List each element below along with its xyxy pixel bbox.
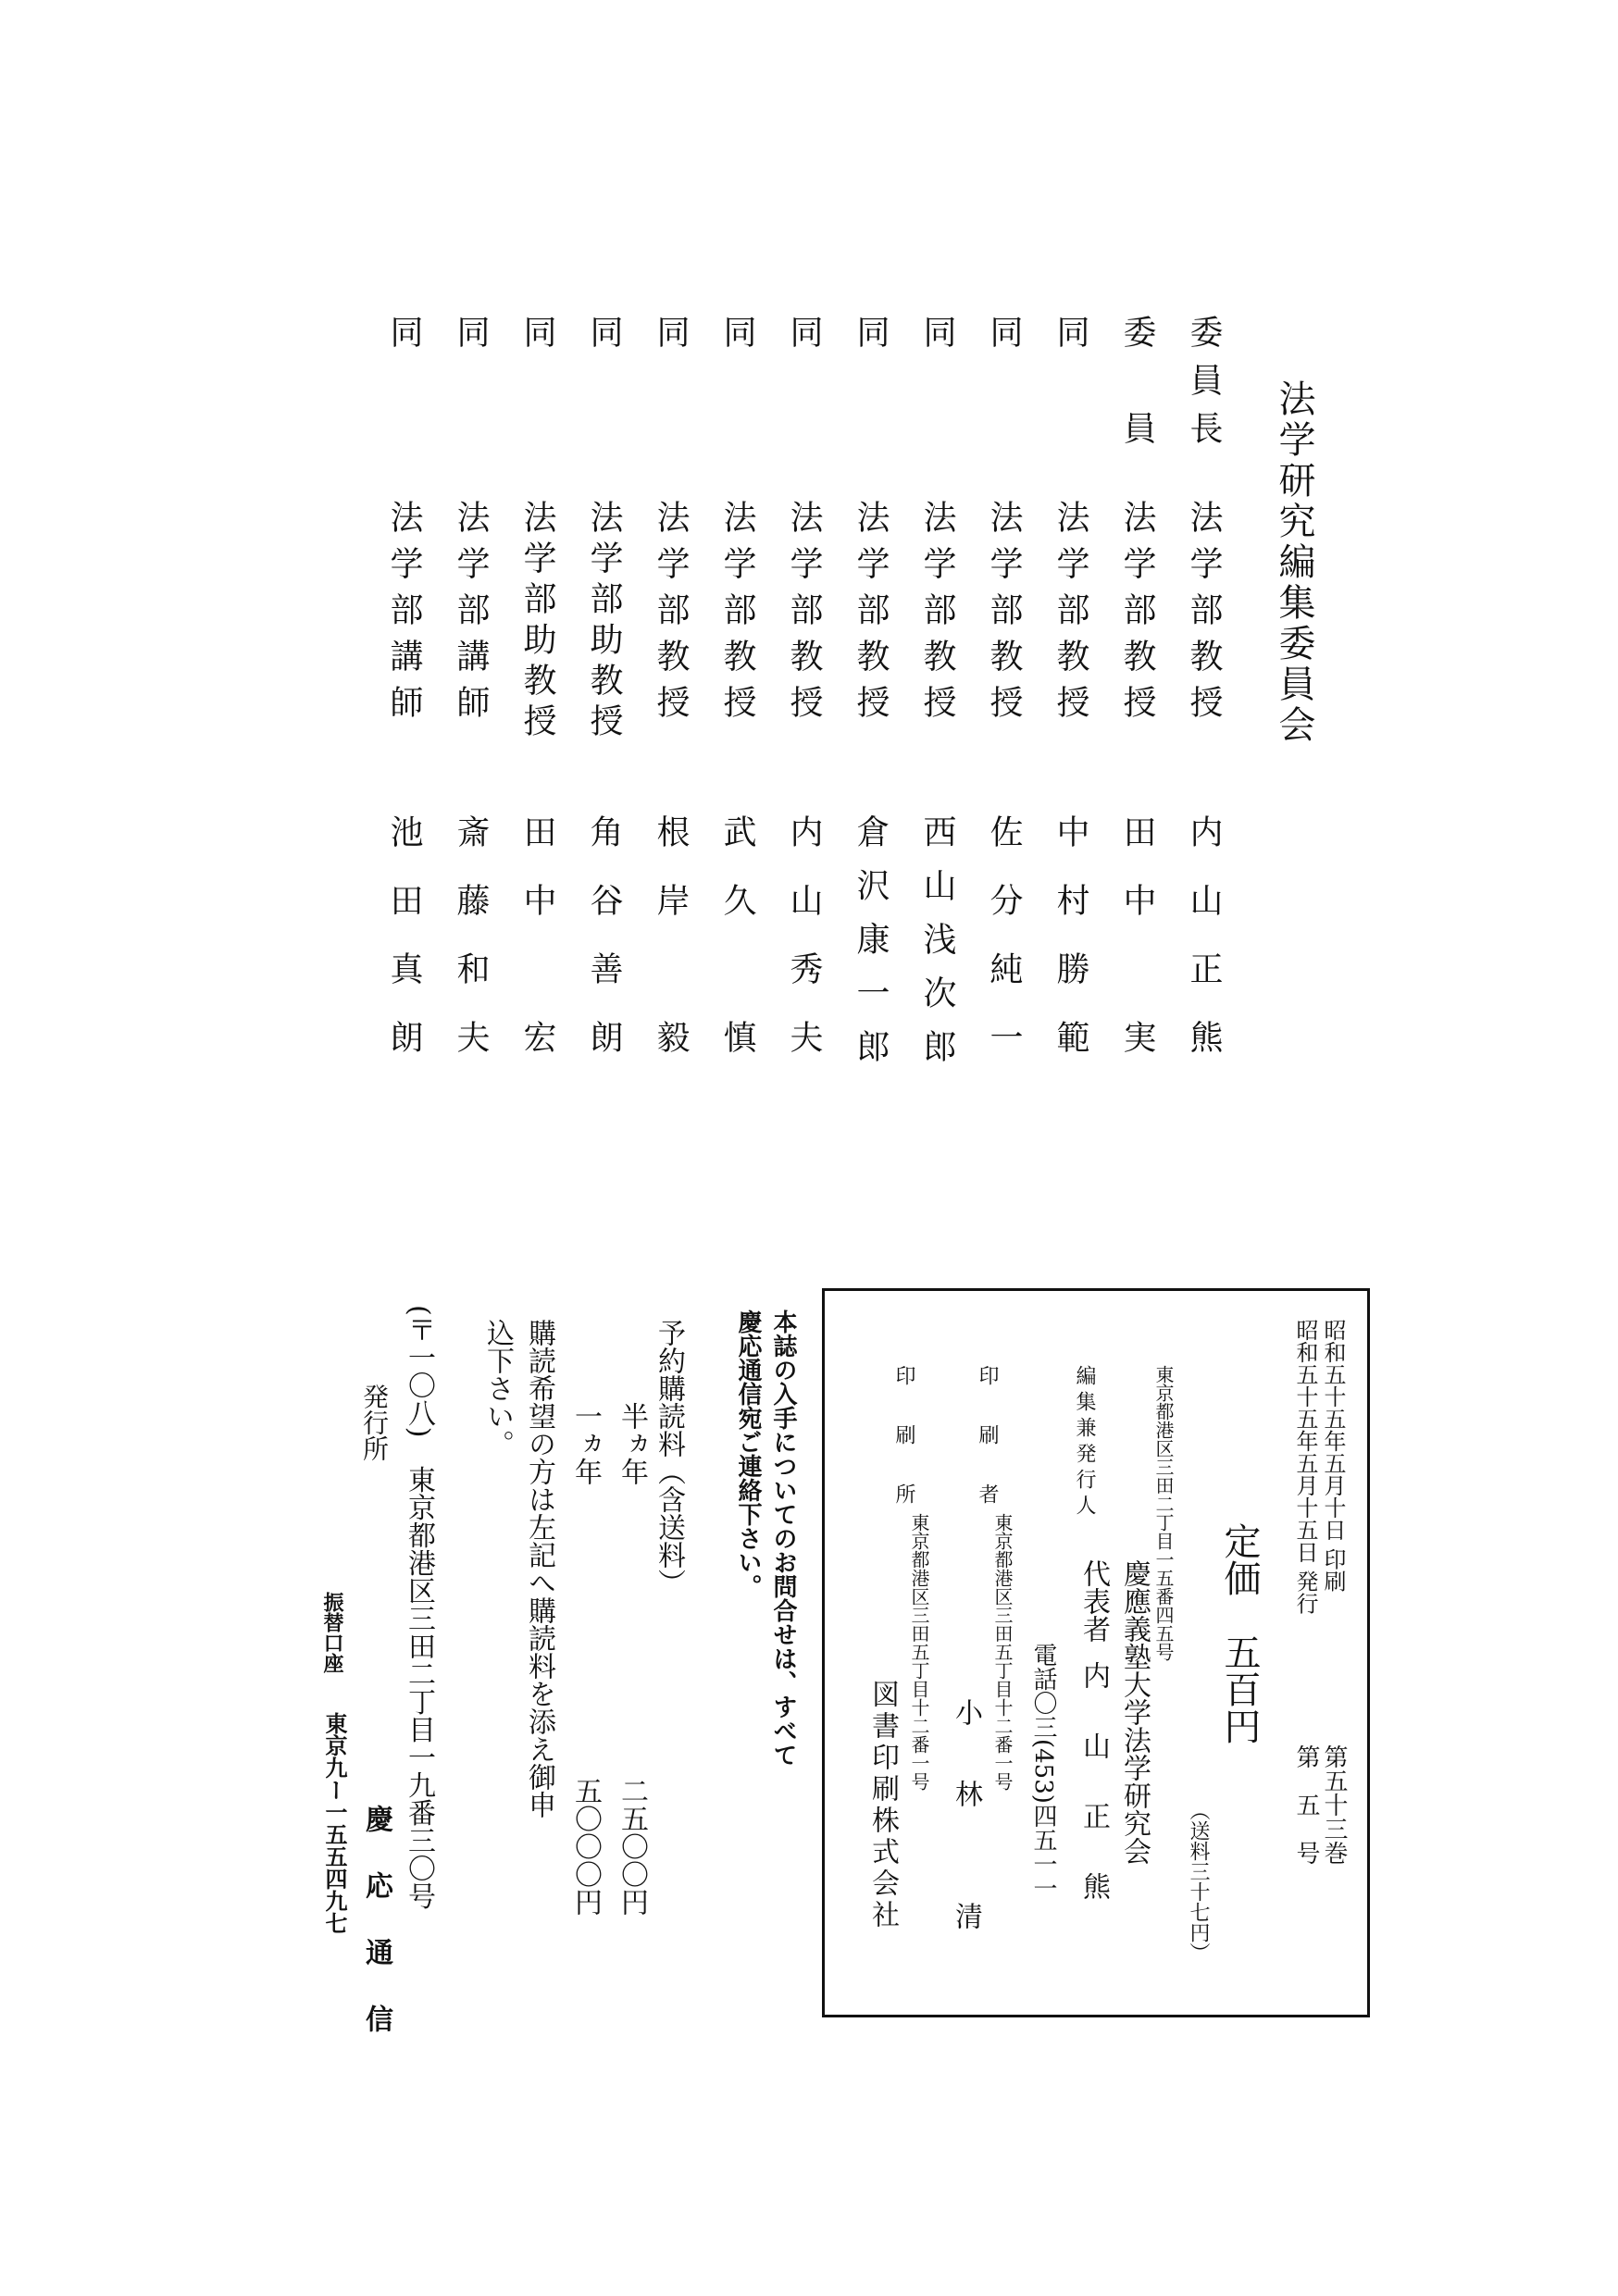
member-role: 同 (718, 315, 756, 363)
member-position: 法学部教授 (652, 500, 690, 731)
subscription-instruction-line1: 購読希望の方は左記へ購読料を添え御申 (523, 1319, 555, 1818)
member-name: 池田真朗 (385, 814, 423, 1088)
member-role: 同 (518, 315, 556, 363)
member-position: 法学部助教授 (585, 500, 623, 744)
member-name: 佐分純一 (985, 814, 1023, 1088)
member-name: 倉沢康一郎 (852, 814, 890, 1083)
member-name: 根岸 毅 (652, 814, 690, 1088)
editor-address: 東京都港区三田二丁目一五番四五号 (1152, 1365, 1175, 1661)
editor-label: 編集兼発行人 (1073, 1365, 1096, 1520)
printshop-address: 東京都港区三田五丁目十二番一号 (908, 1513, 930, 1791)
postage: （送料三十七円） (1187, 1800, 1210, 1963)
committee-member (980, 315, 1036, 1101)
member-position: 法学部教授 (1052, 500, 1089, 731)
issue-date: 昭和五十五年五月十五日 発行 (1292, 1319, 1318, 1615)
printshop-label: 印 刷 所 (892, 1365, 915, 1513)
member-role: 同 (385, 315, 423, 363)
member-role: 同 (1052, 315, 1089, 363)
member-position: 法学部教授 (852, 500, 890, 731)
member-position: 法学部教授 (918, 500, 956, 731)
member-name: 内山正熊 (1185, 814, 1223, 1088)
member-position: 法学部助教授 (518, 500, 556, 744)
one-year-label: 一ヵ年 (569, 1402, 602, 1485)
committee-member (580, 315, 636, 1101)
committee-member (1180, 315, 1236, 1101)
committee-member (447, 315, 503, 1101)
account-number: 東京九ー一五五四九七 (321, 1712, 348, 1934)
half-year-label: 半ヵ年 (616, 1402, 648, 1485)
committee-member (514, 315, 569, 1101)
member-role: 委 員 (1118, 315, 1156, 459)
member-name: 中村勝範 (1052, 814, 1089, 1088)
inquiry-notice-line2: 慶応通信宛ご連絡下さい。 (734, 1309, 762, 1598)
subscription-instruction-line2: 込下さい。 (481, 1319, 514, 1458)
member-role: 同 (785, 315, 823, 363)
member-name: 西山浅次郎 (918, 814, 956, 1083)
printer-name: 小 林 清 (950, 1698, 982, 1942)
member-name: 斎藤和夫 (452, 814, 490, 1088)
publisher-name: 慶 応 通 信 (360, 1805, 392, 2038)
one-year-price: 五〇〇〇円 (569, 1777, 602, 1916)
colophon-box (822, 1288, 1370, 2017)
member-name: 田中 実 (1118, 814, 1156, 1088)
committee-member (380, 315, 436, 1101)
inquiry-notice-line1: 本誌の入手についてのお問合せは、すべて (769, 1309, 797, 1767)
member-role: 同 (452, 315, 490, 363)
editor-rep: 内 山 正 熊 (1077, 1661, 1110, 1907)
editor-rep-label: 代表者 (1077, 1559, 1110, 1643)
member-position: 法学部教授 (785, 500, 823, 731)
member-role: 委員長 (1185, 315, 1223, 459)
member-position: 法学部教授 (718, 500, 756, 731)
editor-org: 慶應義塾大学法学研究会 (1118, 1559, 1151, 1865)
half-year-price: 二五〇〇円 (616, 1777, 648, 1916)
committee-member (780, 315, 836, 1101)
printer-address: 東京都港区三田五丁目十二番一号 (991, 1513, 1014, 1791)
account-label: 振替口座 (320, 1592, 344, 1673)
volume-number: 第五十三巻 (1320, 1744, 1348, 1865)
member-name: 田中 宏 (518, 814, 556, 1088)
member-role: 同 (652, 315, 690, 363)
price: 定価 五百円 (1218, 1522, 1261, 1744)
issue-number: 第 五 号 (1292, 1744, 1320, 1865)
publisher-address: (〒一〇八) 東京都港区三田二丁目一九番三〇号 (403, 1305, 435, 1910)
subscription-heading: 予約購読料（含送料） (653, 1319, 685, 1596)
committee-title: 法学研究編集委員会 (1273, 379, 1315, 746)
member-position: 法学部講師 (452, 500, 490, 731)
member-role: 同 (852, 315, 890, 363)
editor-phone: 電話〇三(453)四五一一 (1029, 1643, 1057, 1900)
member-position: 法学部教授 (1185, 500, 1223, 731)
member-name: 内山秀夫 (785, 814, 823, 1088)
member-role: 同 (985, 315, 1023, 363)
member-name: 武久 慎 (718, 814, 756, 1088)
printer-label: 印 刷 者 (976, 1365, 999, 1513)
member-position: 法学部教授 (985, 500, 1023, 731)
member-name: 角谷善朗 (585, 814, 623, 1088)
publisher-label: 発行所 (359, 1384, 390, 1461)
committee-member (1047, 315, 1102, 1101)
member-position: 法学部教授 (1118, 500, 1156, 731)
printshop-name: 図書印刷株式会社 (866, 1680, 899, 1931)
committee-member (647, 315, 703, 1101)
member-position: 法学部講師 (385, 500, 423, 731)
committee-member (914, 315, 969, 1101)
print-date: 昭和五十五年五月十日 印刷 (1320, 1319, 1346, 1593)
committee-member (847, 315, 902, 1101)
committee-member (714, 315, 769, 1101)
committee-member (1114, 315, 1169, 1101)
member-role: 同 (918, 315, 956, 363)
member-role: 同 (585, 315, 623, 363)
